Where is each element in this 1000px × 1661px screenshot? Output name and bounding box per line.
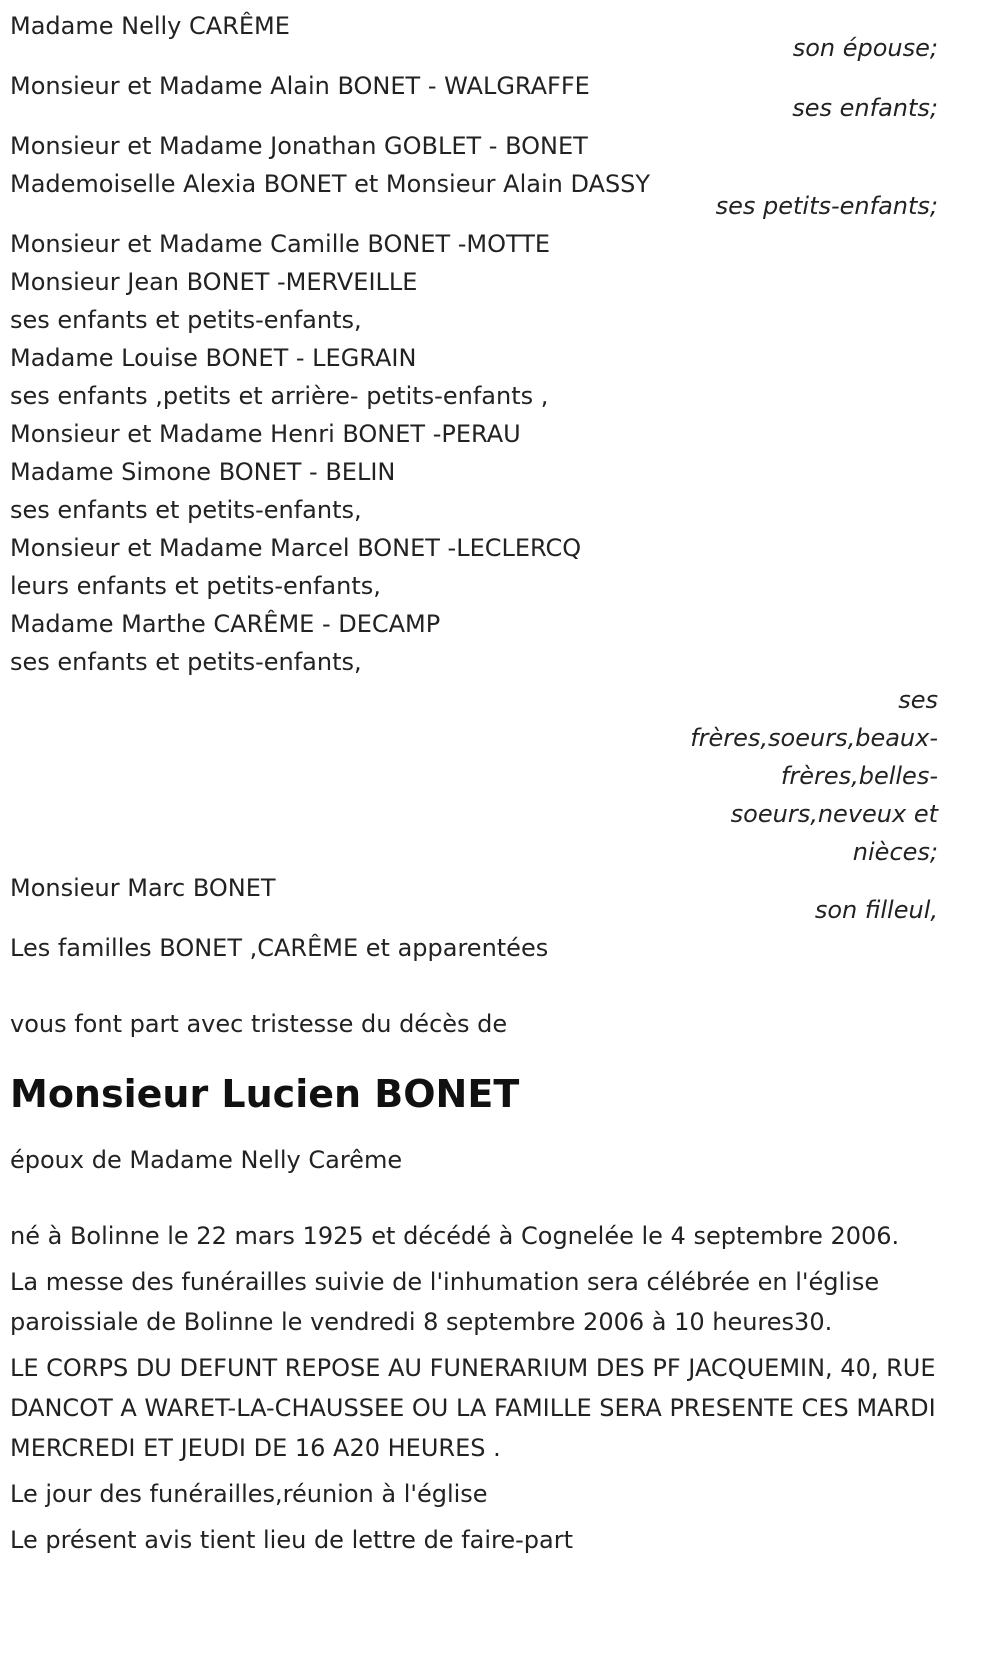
relation-line: nièces;: [852, 838, 938, 866]
relation-line: soeurs,neveux et: [730, 800, 938, 828]
mourner-name: Mademoiselle Alexia BONET et Monsieur Alain DASSY: [10, 170, 651, 198]
mourner-name: Monsieur et Madame Jonathan GOBLET - BONET: [10, 132, 588, 160]
relation-line: frères,belles-: [780, 762, 938, 790]
families-line: Les familles BONET ,CARÊME et apparentées: [10, 934, 549, 962]
mourner-name: Madame Marthe CARÊME - DECAMP: [10, 610, 441, 638]
relation-line: frères,soeurs,beaux-: [690, 724, 938, 752]
mourner-name: ses enfants ,petits et arrière- petits-enfants ,: [10, 382, 549, 410]
mourner-name: ses enfants et petits-enfants,: [10, 306, 362, 334]
faire-part-line: Le présent avis tient lieu de lettre de faire-part: [10, 1526, 574, 1554]
mourner-name: Monsieur et Madame Alain BONET - WALGRAFFE: [10, 72, 590, 100]
mourner-name: Monsieur et Madame Henri BONET -PERAU: [10, 420, 521, 448]
spouse-line: époux de Madame Nelly Carême: [10, 1146, 403, 1174]
mourner-name: ses enfants et petits-enfants,: [10, 496, 362, 524]
relation-label: ses petits-enfants;: [715, 192, 938, 220]
obituary-notice: [10, 6, 938, 1560]
relation-label: son filleul,: [814, 896, 938, 924]
mourner-name: leurs enfants et petits-enfants,: [10, 572, 381, 600]
mourner-name: Madame Louise BONET - LEGRAIN: [10, 344, 417, 372]
relation-line: ses: [898, 686, 938, 714]
birth-death-line: né à Bolinne le 22 mars 1925 et décédé à Cognelée le 4 septembre 2006.: [10, 1222, 900, 1250]
mourner-name: Monsieur Jean BONET -MERVEILLE: [10, 268, 418, 296]
meeting-line: Le jour des funérailles,réunion à l'église: [10, 1480, 488, 1508]
relation-label: ses enfants;: [792, 94, 938, 122]
funerarium-paragraph: LE CORPS DU DEFUNT REPOSE AU FUNERARIUM DES PF JACQUEMIN, 40, RUE DANCOT A WARET-LA-CHAUSSEE OU LA FAMILLE SERA PRESENTE CES MARDI MERCREDI ET JEUDI DE 16 A20 HEURES .: [10, 1354, 936, 1462]
announcement-line: vous font part avec tristesse du décès de: [10, 1010, 508, 1038]
mourner-name: Monsieur et Madame Camille BONET -MOTTE: [10, 230, 551, 258]
mourner-name: Monsieur et Madame Marcel BONET -LECLERCQ: [10, 534, 582, 562]
mourner-name: Madame Nelly CARÊME: [10, 12, 290, 40]
deceased-name: Monsieur Lucien BONET: [10, 1072, 520, 1116]
relation-label-multiline: [688, 680, 938, 870]
relation-label: son épouse;: [792, 34, 938, 62]
funeral-mass-paragraph: La messe des funérailles suivie de l'inhumation sera célébrée en l'église paroissiale de Bolinne le vendredi 8 septembre 2006 à 10 heures30.: [10, 1268, 880, 1336]
mourner-name: Monsieur Marc BONET: [10, 874, 276, 902]
mourner-name: Madame Simone BONET - BELIN: [10, 458, 396, 486]
mourner-name: ses enfants et petits-enfants,: [10, 648, 362, 676]
